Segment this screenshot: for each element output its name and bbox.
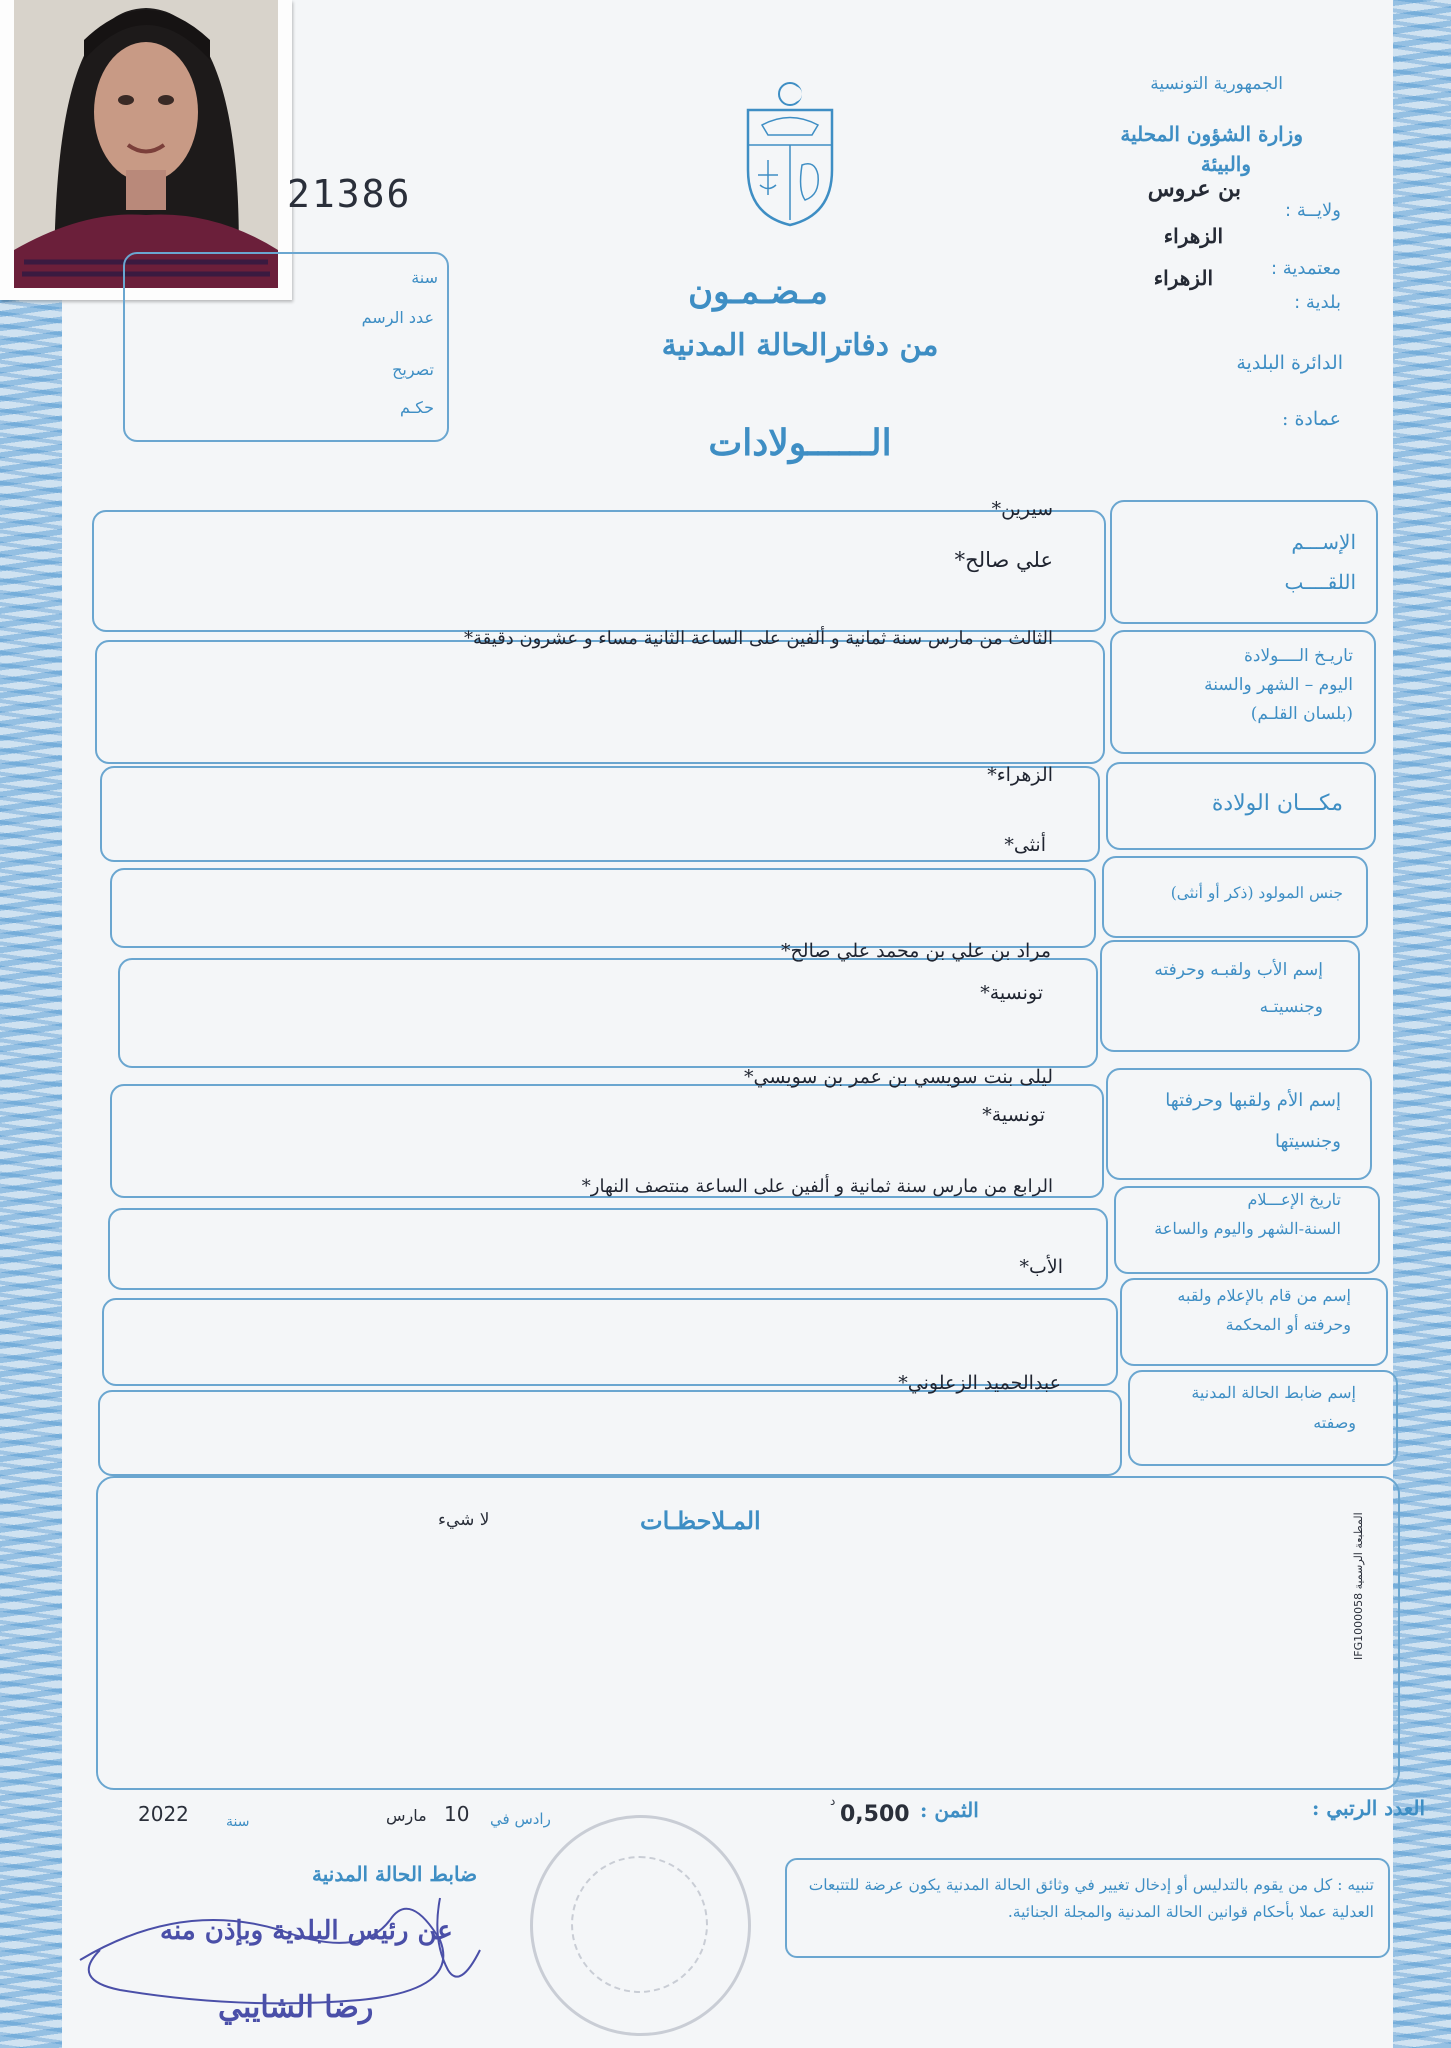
field-value-box-birth-date (95, 640, 1105, 764)
date-year: 2022 (138, 1802, 189, 1826)
date-day: 10 (444, 1802, 470, 1826)
printer-mark: المطبعة الرسمية IFG1000058 (1352, 1512, 1365, 1660)
field-value-box-father (118, 958, 1098, 1068)
field-label-father: إسم الأب ولقبـه وحرفته وجنسيتـه (1154, 960, 1323, 1018)
field-label-name: الإســـم اللقــــب (1284, 530, 1356, 594)
baladia-label: بلدية : (1294, 292, 1341, 313)
field-label-mother: إسم الأم ولقبها وحرفتها وجنسيتها (1165, 1090, 1341, 1153)
officer-title: ضابط الحالة المدنية (312, 1862, 478, 1886)
field-value-officer: عبدالحميد الزعلوني* (898, 1372, 1061, 1394)
legal-notice: تنبيه : كل من يقوم بالتدليس أو إدخال تغيير في وثائق الحالة المدنية يكون عرضة للتتبعات العدلية عملا بأحكام قوانين الحالة المدنية والمجلة الجنائية. (785, 1858, 1390, 1958)
remarks-value: لا شيء (438, 1510, 490, 1530)
serial-number-label: العدد الرتبي : (1312, 1796, 1425, 1820)
field-label-declarant: إسم من قام بالإعلام ولقبه وحرفته أو المحكمة (1177, 1286, 1351, 1334)
officer-delegation-stamp: عن رئيس البلدية وبإذن منه (160, 1916, 453, 1946)
field-value-box-birth-place (100, 766, 1100, 862)
field-value-father-name: مراد بن علي بن محمد علي صالح* (781, 940, 1051, 962)
document-number: 21386 (287, 172, 412, 216)
field-value-birth-date: الثالث من مارس سنة ثمانية و ألفين على الساعة الثانية مساء و عشرون دقيقة* (463, 628, 1053, 649)
field-label-declaration-date: تاريخ الإعـــلام السنة-الشهر واليوم والساعة (1154, 1190, 1341, 1238)
republic-name: الجمهورية التونسية (1150, 74, 1283, 94)
field-value-box-officer (98, 1390, 1122, 1476)
field-value-mother-nationality: تونسية* (982, 1104, 1045, 1126)
field-value-father-nationality: تونسية* (980, 982, 1043, 1004)
wilaya-value: بن عروس (1147, 176, 1241, 202)
place-date-prefix: رادس في (490, 1810, 551, 1828)
municipal-circuit: الدائرة البلدية (1236, 352, 1343, 374)
field-value-sex: أنثى* (1004, 834, 1046, 856)
field-label-sex: جنس المولود (ذكر أو أنثى) (1170, 884, 1343, 902)
price-label: الثمن : (920, 1798, 979, 1822)
decorative-border-right (1393, 0, 1451, 2048)
field-value-box-sex (110, 868, 1096, 948)
omada-label: عمادة : (1282, 408, 1341, 430)
signature-scribble (60, 1880, 560, 2040)
official-stamp (530, 1815, 751, 2036)
price-value: 0,500 (840, 1802, 910, 1827)
title-line2: من دفاترالحالة المدنية (661, 328, 939, 363)
officer-name-stamp: رضا الشايبي (218, 1990, 374, 2025)
field-label-birth-place: مكـــان الولادة (1211, 791, 1343, 816)
field-value-birth-place: الزهراء* (987, 764, 1053, 786)
ministry-line2: والبيئة (1200, 152, 1251, 176)
remarks-title: المـلاحظـات (640, 1506, 761, 1535)
price-unit: د (830, 1794, 836, 1808)
baladia-value: الزهراء (1153, 266, 1213, 290)
ministry-line1: وزارة الشؤون المحلية (1120, 122, 1303, 146)
field-value-declarant: الأب* (1019, 1256, 1063, 1278)
motamadia-value: الزهراء (1163, 224, 1223, 248)
field-value-box-declaration-date (108, 1208, 1108, 1290)
wilaya-label: ولايــة : (1285, 200, 1341, 221)
register-judgment-label: حكـم (399, 398, 434, 417)
field-value-mother-name: ليلى بنت سويسي بن عمر بن سويسي* (744, 1066, 1053, 1088)
field-label-birth-date: تاريـخ الــــولادة اليوم – الشهر والسنة (بلسان القلـم) (1204, 646, 1353, 724)
portrait-image (14, 0, 278, 288)
field-label-officer: إسم ضابط الحالة المدنية وصفته (1191, 1383, 1356, 1433)
section-title: الــــــولادات (708, 422, 892, 464)
year-label: سنة (226, 1814, 250, 1830)
title-line1: مـضـمـون (688, 272, 828, 312)
register-record-label: عدد الرسم (361, 308, 434, 327)
field-value-last-name: علي صالح* (954, 548, 1053, 572)
coat-of-arms-icon (740, 80, 840, 230)
field-value-first-name: سيرين* (991, 498, 1053, 520)
date-month: مارس (386, 1806, 427, 1825)
register-declaration-label: تصريح (392, 360, 434, 379)
decorative-border-left (0, 0, 62, 2048)
field-value-declaration-date: الرابع من مارس سنة ثمانية و ألفين على الساعة منتصف النهار* (581, 1176, 1053, 1197)
motamadia-label: معتمدية : (1270, 258, 1341, 279)
register-year-label: سنة (411, 268, 438, 287)
